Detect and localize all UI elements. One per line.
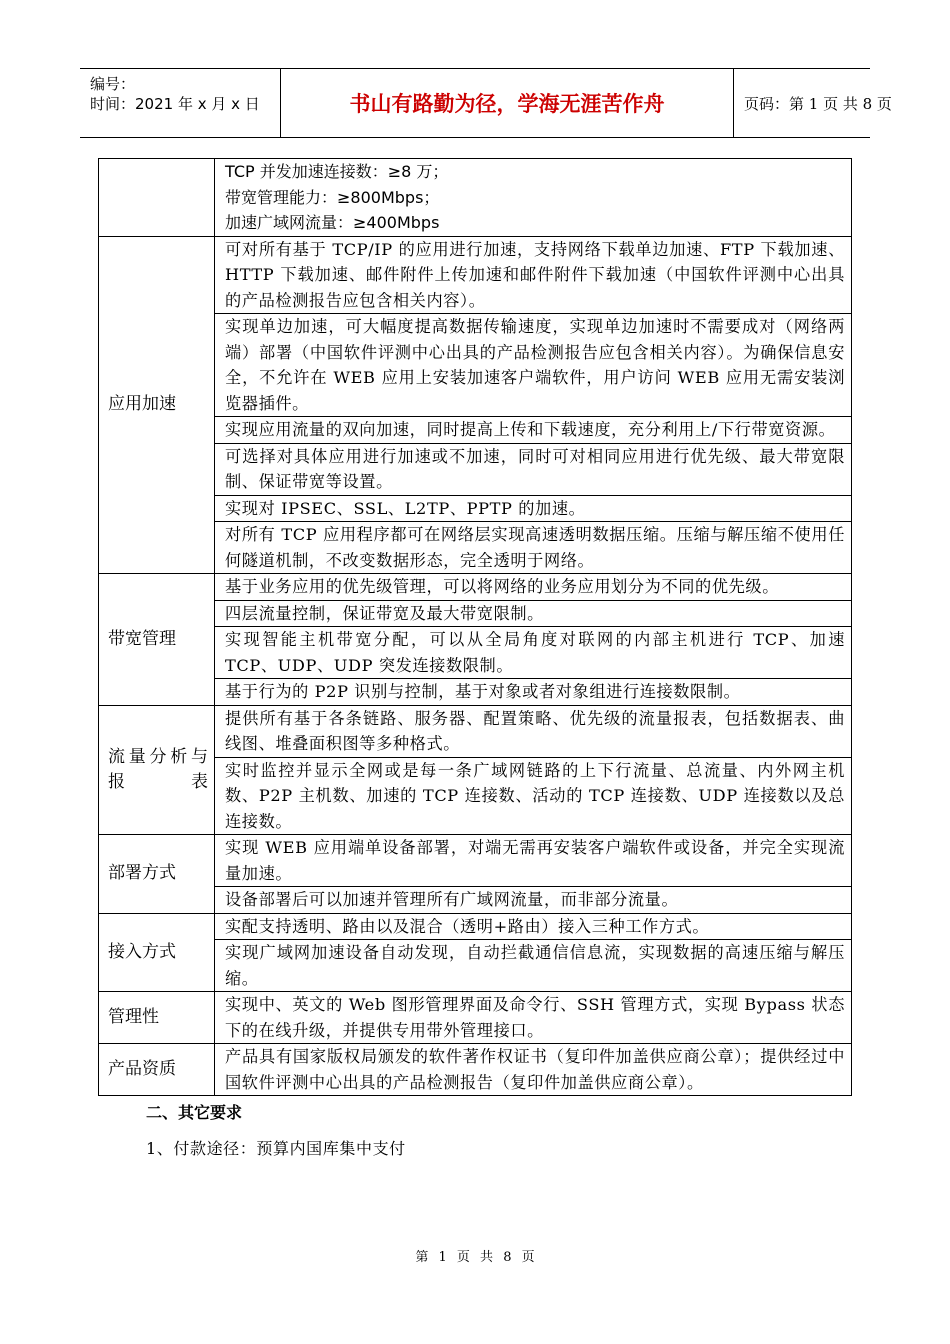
header-meta — [80, 69, 281, 137]
spec-cell: 四层流量控制，保证带宽及最大带宽限制。 — [215, 600, 852, 627]
header-motto: 书山有路勤为径，学海无涯苦作舟 — [281, 69, 734, 137]
spec-cell: 可对所有基于 TCP/IP 的应用进行加速，支持网络下载单边加速、FTP 下载加速、HTTP 下载加速、邮件附件上传加速和邮件附件下载加速（中国软件评测中心出具的产品检测报告应包含相关内容）。 — [215, 236, 852, 314]
table-row — [99, 913, 852, 940]
category-cell-empty — [99, 159, 215, 237]
category-cell: 应用加速 — [99, 236, 215, 574]
category-cell: 产品资质 — [99, 1044, 215, 1096]
spec-line: TCP 并发加速连接数：≥8 万； — [225, 162, 449, 181]
table-row — [99, 236, 852, 314]
spec-cell: 可选择对具体应用进行加速或不加速，同时可对相同应用进行优先级、最大带宽限制、保证带宽等设置。 — [215, 443, 852, 495]
spec-cell: 实现智能主机带宽分配，可以从全局角度对联网的内部主机进行 TCP、加速 TCP、UDP、UDP 突发连接数限制。 — [215, 627, 852, 679]
spec-line: 加速广域网流量：≥400Mbps — [225, 213, 440, 232]
table-row — [99, 992, 852, 1044]
spec-cell: 实现中、英文的 Web 图形管理界面及命令行、SSH 管理方式，实现 Bypass 状态下的在线升级，并提供专用带外管理接口。 — [215, 992, 852, 1044]
spec-cell: 实现广域网加速设备自动发现，自动拦截通信信息流，实现数据的高速压缩与解压缩。 — [215, 940, 852, 992]
spec-cell: 实现对 IPSEC、SSL、L2TP、PPTP 的加速。 — [215, 495, 852, 522]
spec-cell — [215, 159, 852, 237]
spec-table — [98, 158, 852, 1096]
table-row — [99, 705, 852, 757]
page-header — [80, 68, 892, 138]
page-footer: 第 1 页 共 8 页 — [415, 1250, 535, 1265]
payment-line: 1、付款途径：预算内国库集中支付 — [146, 1139, 406, 1158]
spec-cell: 提供所有基于各条链路、服务器、配置策略、优先级的流量报表，包括数据表、曲线图、堆叠面积图等多种格式。 — [215, 705, 852, 757]
spec-line: 带宽管理能力：≥800Mbps； — [225, 187, 440, 207]
document-time: 时间：2021 年 x 月 x 日 — [90, 95, 260, 113]
section-title: 二、其它要求 — [146, 1103, 243, 1122]
table-row — [99, 1044, 852, 1096]
spec-cell: 对所有 TCP 应用程序都可在网络层实现高速透明数据压缩。压缩与解压缩不使用任何隧道机制，不改变数据形态，完全透明于网络。 — [215, 522, 852, 574]
spec-cell: 实现 WEB 应用端单设备部署，对端无需再安装客户端软件或设备，并完全实现流量加速。 — [215, 835, 852, 887]
spec-cell: 实配支持透明、路由以及混合（透明+路由）接入三种工作方式。 — [215, 913, 852, 940]
table-row — [99, 835, 852, 887]
spec-cell: 基于业务应用的优先级管理，可以将网络的业务应用划分为不同的优先级。 — [215, 574, 852, 601]
document-number: 编号： — [90, 75, 136, 93]
spec-cell: 实时监控并显示全网或是每一条广域网链路的上下行流量、总流量、内外网主机数、P2P 主机数、加速的 TCP 连接数、活动的 TCP 连接数、UDP 连接数以及总连接数。 — [215, 757, 852, 835]
category-cell: 部署方式 — [99, 835, 215, 914]
spec-cell: 基于行为的 P2P 识别与控制，基于对象或者对象组进行连接数限制。 — [215, 679, 852, 706]
table-row — [99, 574, 852, 601]
spec-cell: 产品具有国家版权局颁发的软件著作权证书（复印件加盖供应商公章）；提供经过中国软件评测中心出具的产品检测报告（复印件加盖供应商公章）。 — [215, 1044, 852, 1096]
spec-cell: 实现单边加速，可大幅度提高数据传输速度，实现单边加速时不需要成对（网络两端）部署（中国软件评测中心出具的产品检测报告应包含相关内容）。为确保信息安全，不允许在 WEB 应用上安装加速客户端软件，用户访问 WEB 应用无需安装浏览器插件。 — [215, 314, 852, 417]
category-cell: 管理性 — [99, 992, 215, 1044]
category-cell: 带宽管理 — [99, 574, 215, 706]
spec-cell: 设备部署后可以加速并管理所有广域网流量，而非部分流量。 — [215, 887, 852, 914]
spec-cell: 实现应用流量的双向加速，同时提高上传和下载速度，充分利用上/下行带宽资源。 — [215, 417, 852, 444]
category-cell: 流量分析与报表 — [99, 705, 215, 835]
header-page-code: 页码：第 1 页 共 8 页 — [744, 94, 892, 113]
table-row — [99, 159, 852, 237]
category-cell: 接入方式 — [99, 913, 215, 992]
